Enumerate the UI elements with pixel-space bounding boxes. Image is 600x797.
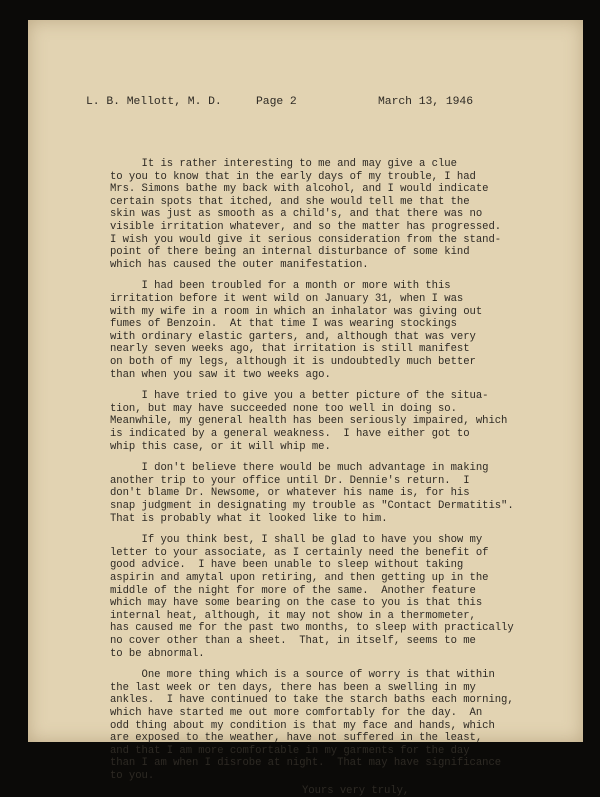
body-line: than when you saw it two weeks ago. — [110, 368, 331, 381]
body-line: snap judgment in designating my trouble as "Contact Dermatitis". — [110, 500, 514, 512]
body-line: I wish you would give it serious consideration from the stand- — [110, 233, 502, 246]
body-line: which have started me out more comfortably for the day. An — [110, 707, 483, 719]
body-line: don't blame Dr. Newsome, or whatever his name is, for his — [110, 487, 470, 500]
body-line: which has caused the outer manifestation. — [110, 258, 369, 271]
body-line: no cover other than a sheet. That, in itself, seems to me — [110, 635, 476, 647]
body-line: than I am when I disrobe at night. That may have significance — [110, 757, 502, 770]
letter-date: March 13, 1946 — [378, 96, 473, 108]
body-line: I have tried to give you a better picture of the situa- — [110, 390, 489, 403]
body-line: with ordinary elastic garters, and, although that was very — [110, 330, 476, 343]
body-line: certain spots that itched, and she would tell me that the — [110, 195, 470, 208]
body-line: on both of my legs, although it is undoubtedly much better — [110, 356, 476, 368]
body-line: is indicated by a general weakness. I have either got to — [110, 428, 470, 440]
body-line: odd thing about my condition is that my face and hands, which — [110, 719, 495, 732]
body-line: That is probably what it looked like to him. — [110, 512, 388, 525]
body-line: to be abnormal. — [110, 647, 205, 660]
body-line: fumes of Benzoin. At that time I was wearing stockings — [110, 318, 457, 331]
body-line: to you. — [110, 770, 155, 782]
body-line: I don't believe there would be much advantage in making — [110, 462, 489, 475]
recipient-name: L. B. Mellott, M. D. — [86, 96, 222, 108]
body-line: which may have some bearing on the case to you is that this — [110, 597, 483, 610]
body-line: middle of the night for more of the same. Another feature — [110, 584, 476, 597]
body-line: whip this case, or it will whip me. — [110, 440, 331, 453]
body-line: It is rather interesting to me and may give a clue — [110, 158, 457, 170]
body-line: Meanwhile, my general health has been seriously impaired, which — [110, 415, 508, 428]
body-line: to you to know that in the early days of my trouble, I had — [110, 170, 476, 183]
body-line: aspirin and amytal upon retiring, and then getting up in the — [110, 572, 489, 584]
body-line: I had been troubled for a month or more with this — [110, 280, 451, 293]
body-line: letter to your associate, as I certainly need the benefit of — [110, 546, 489, 559]
body-line: skin was just as smooth as a child's, and that there was no — [110, 208, 483, 221]
body-line: are exposed to the weather, have not suffered in the least, — [110, 732, 483, 745]
body-line: irritation before it went wild on January 31, when I was — [110, 293, 464, 305]
body-line: nearly seven weeks ago, that irritation is still manifest — [110, 343, 470, 356]
body-line: visible irritation whatever, and so the matter has progressed. — [110, 221, 502, 233]
closing-salutation: Yours very truly, — [302, 784, 410, 797]
body-line: the last week or ten days, there has been a swelling in my — [110, 681, 476, 694]
body-line: Mrs. Simons bathe my back with alcohol, and I would indicate — [110, 183, 489, 196]
body-line: If you think best, I shall be glad to have you show my — [110, 534, 483, 547]
body-line: has caused me for the past two months, to sleep with practically — [110, 622, 514, 635]
body-line: with my wife in a room in which an inhalator was giving out — [110, 305, 483, 318]
body-line: another trip to your office until Dr. Dennie's return. I — [110, 474, 470, 487]
body-line: and that I am more comfortable in my garments for the day — [110, 744, 470, 757]
body-line: One more thing which is a source of worry is that within — [110, 669, 495, 682]
letter-header — [86, 96, 580, 110]
body-line: point of there being an internal disturbance of some kind — [110, 246, 470, 259]
body-line: internal heat, although, it may not show in a thermometer, — [110, 609, 476, 622]
page-number: Page 2 — [256, 96, 297, 108]
body-line: ankles. I have continued to take the starch baths each morning, — [110, 694, 514, 707]
body-line: good advice. I have been unable to sleep without taking — [110, 559, 464, 572]
body-line: tion, but may have succeeded none too well in doing so. — [110, 402, 457, 415]
